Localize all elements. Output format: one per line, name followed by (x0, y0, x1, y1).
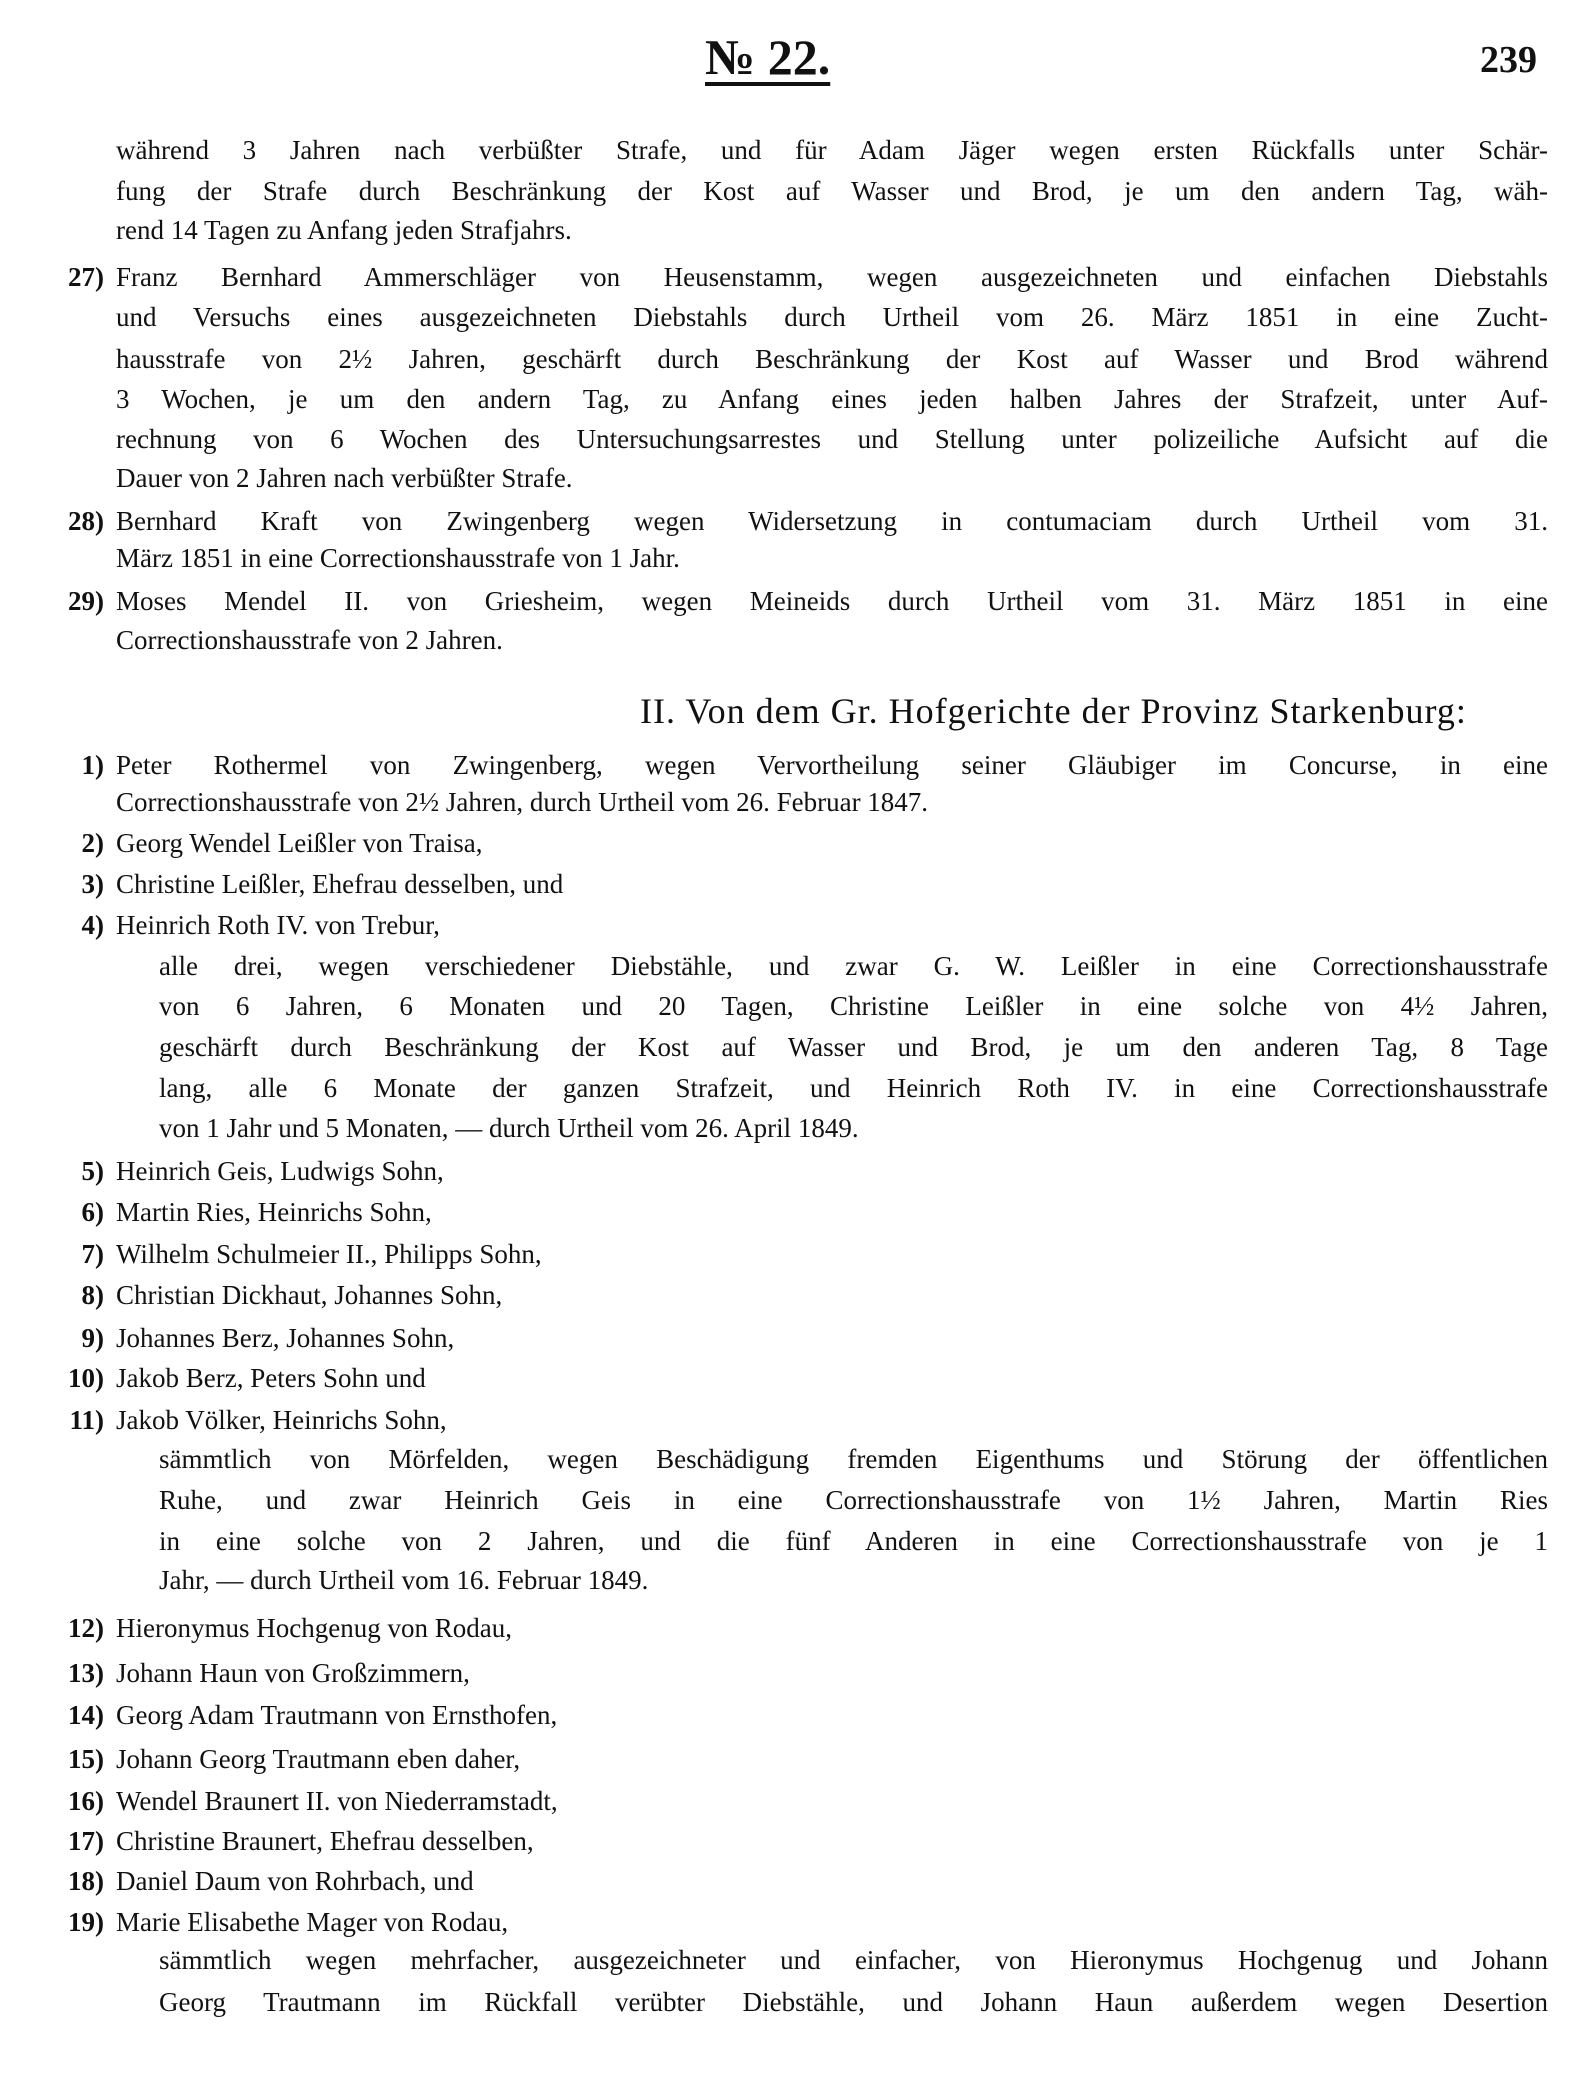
numbered-entry-line (68, 1653, 1548, 1693)
numbered-entry-line (81, 745, 1548, 785)
line-text: Johann Haun von Großzimmern, (116, 1658, 470, 1688)
entry-number: 16) (68, 1786, 104, 1816)
line-text: sämmtlich von Mörfelden, wegen Beschädigung fremden Eigenthums und Störung der öffentlichen (159, 1444, 1548, 1474)
line-text: Martin Ries, Heinrichs Sohn, (116, 1197, 432, 1227)
line-text: Christian Dickhaut, Johannes Sohn, (116, 1280, 503, 1310)
entry-number: 8) (81, 1280, 104, 1310)
text-line (116, 339, 1548, 379)
entry-number: 9) (81, 1323, 104, 1353)
line-text: Ruhe, und zwar Heinrich Geis in eine Correctionshausstrafe von 1½ Jahren, Martin Ries (159, 1485, 1548, 1515)
line-text: Correctionshausstrafe von 2 Jahren. (116, 625, 503, 655)
text-line (116, 782, 1548, 822)
line-text: rechnung von 6 Wochen des Untersuchungsarrestes und Stellung unter polizeiliche Aufsicht auf die (116, 424, 1548, 454)
line-text: Heinrich Geis, Ludwigs Sohn, (116, 1156, 444, 1186)
text-line (116, 538, 1548, 578)
entry-number: 14) (68, 1700, 104, 1730)
numbered-entry-line (68, 1902, 1548, 1942)
entry-number: 5) (81, 1156, 104, 1186)
line-text: lang, alle 6 Monate der ganzen Strafzeit, und Heinrich Roth IV. in eine Correctionshausstrafe (159, 1073, 1548, 1103)
text-line (116, 379, 1548, 419)
line-text: von 6 Jahren, 6 Monaten und 20 Tagen, Christine Leißler in eine solche von 4½ Jahren, (159, 991, 1548, 1021)
line-text: Marie Elisabethe Mager von Rodau, (116, 1907, 509, 1937)
text-line (159, 1560, 1548, 1600)
numbered-entry-line (81, 823, 1548, 863)
numbered-entry-line (81, 864, 1548, 904)
page-number: 239 (1480, 39, 1537, 81)
text-line (116, 130, 1548, 170)
line-text: in eine solche von 2 Jahren, und die fünf Anderen in eine Correctionshausstrafe von je 1 (159, 1526, 1548, 1556)
line-text: Wilhelm Schulmeier II., Philipps Sohn, (116, 1239, 542, 1269)
line-text: Heinrich Roth IV. von Trebur, (116, 910, 440, 940)
line-text: Bernhard Kraft von Zwingenberg wegen Widersetzung in contumaciam durch Urtheil vom 31. (116, 506, 1548, 536)
entry-number: 15) (68, 1744, 104, 1774)
text-line (116, 210, 1548, 250)
numbered-entry-line (68, 1821, 1548, 1861)
text-line (159, 1108, 1548, 1148)
entry-number: 29) (68, 586, 104, 616)
numbered-entry-line (68, 1861, 1548, 1901)
entry-number: 3) (81, 869, 104, 899)
text-line (159, 1521, 1548, 1561)
line-text: Peter Rothermel von Zwingenberg, wegen Vervortheilung seiner Gläubiger im Concurse, in eine (116, 750, 1548, 780)
line-text: Jahr, — durch Urtheil vom 16. Februar 1849. (159, 1565, 649, 1595)
numbered-entry-line (68, 257, 1548, 297)
line-text: Hieronymus Hochgenug von Rodau, (116, 1613, 512, 1643)
line-text: alle drei, wegen verschiedener Diebstähle, und zwar G. W. Leißler in eine Correctionshausstrafe (159, 951, 1548, 981)
entry-number: 11) (69, 1405, 104, 1435)
line-text: Daniel Daum von Rohrbach, und (116, 1866, 474, 1896)
line-text: geschärft durch Beschränkung der Kost auf Wasser und Brod, je um den anderen Tag, 8 Tage (159, 1032, 1548, 1062)
text-line (116, 458, 1548, 498)
line-text: Moses Mendel II. von Griesheim, wegen Meineids durch Urtheil vom 31. März 1851 in eine (116, 586, 1548, 616)
text-line (159, 1940, 1548, 1980)
line-text: während 3 Jahren nach verbüßter Strafe, und für Adam Jäger wegen ersten Rückfalls unter Schär- (116, 135, 1548, 165)
line-text: Johannes Berz, Johannes Sohn, (116, 1323, 455, 1353)
text-line (116, 171, 1548, 211)
entry-number: 19) (68, 1907, 104, 1937)
entry-number: 18) (68, 1866, 104, 1896)
numbered-entry-line (68, 1781, 1548, 1821)
numbered-entry-line (68, 1608, 1548, 1648)
line-text: Dauer von 2 Jahren nach verbüßter Strafe. (116, 463, 573, 493)
entry-number: 12) (68, 1613, 104, 1643)
line-text: Georg Trautmann im Rückfall verübter Diebstähle, und Johann Haun außerdem wegen Desertion (159, 1987, 1548, 2017)
section-heading: II. Von dem Gr. Hofgerichte der Provinz Starkenburg: (640, 691, 1467, 731)
line-text: rend 14 Tagen zu Anfang jeden Strafjahrs. (116, 215, 572, 245)
text-line (159, 1982, 1548, 2022)
issue-number: № 22. (705, 29, 831, 85)
numbered-entry-line (69, 1400, 1548, 1440)
numbered-entry-line (68, 581, 1548, 621)
entry-number: 10) (68, 1363, 104, 1393)
entry-number: 13) (68, 1658, 104, 1688)
line-text: März 1851 in eine Correctionshausstrafe von 1 Jahr. (116, 543, 680, 573)
numbered-entry-line (81, 1318, 1548, 1358)
line-text: von 1 Jahr und 5 Monaten, — durch Urtheil vom 26. April 1849. (159, 1113, 859, 1143)
numbered-entry-line (81, 1151, 1548, 1191)
line-text: Jakob Völker, Heinrichs Sohn, (116, 1405, 447, 1435)
line-text: hausstrafe von 2½ Jahren, geschärft durch Beschränkung der Kost auf Wasser und Brod während (116, 344, 1548, 374)
entry-number: 2) (81, 828, 104, 858)
text-line (159, 1068, 1548, 1108)
entry-number: 17) (68, 1826, 104, 1856)
line-text: 3 Wochen, je um den andern Tag, zu Anfang eines jeden halben Jahres der Strafzeit, unter Auf- (116, 384, 1548, 414)
entry-number: 28) (68, 506, 104, 536)
text-line (116, 620, 1548, 660)
line-text: fung der Strafe durch Beschränkung der Kost auf Wasser und Brod, je um den andern Tag, wäh- (116, 176, 1548, 206)
line-text: Wendel Braunert II. von Niederramstadt, (116, 1786, 558, 1816)
numbered-entry-line (68, 501, 1548, 541)
line-text: Georg Adam Trautmann von Ernsthofen, (116, 1700, 558, 1730)
text-line (159, 1439, 1548, 1479)
text-line (159, 1027, 1548, 1067)
numbered-entry-line (81, 1234, 1548, 1274)
numbered-entry-line (68, 1695, 1548, 1735)
entry-number: 6) (81, 1197, 104, 1227)
line-text: Christine Leißler, Ehefrau desselben, und (116, 869, 564, 899)
numbered-entry-line (81, 905, 1548, 945)
text-line (159, 1480, 1548, 1520)
text-line (116, 297, 1548, 337)
line-text: sämmtlich wegen mehrfacher, ausgezeichneter und einfacher, von Hieronymus Hochgenug und Johann (159, 1945, 1548, 1975)
entry-number: 27) (68, 262, 104, 292)
numbered-entry-line (68, 1358, 1548, 1398)
numbered-entry-line (68, 1739, 1548, 1779)
line-text: und Versuchs eines ausgezeichneten Diebstahls durch Urtheil vom 26. März 1851 in eine Zucht- (116, 302, 1548, 332)
text-line (159, 946, 1548, 986)
line-text: Correctionshausstrafe von 2½ Jahren, durch Urtheil vom 26. Februar 1847. (116, 787, 929, 817)
line-text: Georg Wendel Leißler von Traisa, (116, 828, 483, 858)
entry-number: 4) (81, 910, 104, 940)
numbered-entry-line (81, 1275, 1548, 1315)
text-line (159, 986, 1548, 1026)
entry-number: 1) (81, 750, 104, 780)
text-line (116, 419, 1548, 459)
line-text: Jakob Berz, Peters Sohn und (116, 1363, 426, 1393)
entry-number: 7) (81, 1239, 104, 1269)
line-text: Johann Georg Trautmann eben daher, (116, 1744, 521, 1774)
line-text: Christine Braunert, Ehefrau desselben, (116, 1826, 534, 1856)
line-text: Franz Bernhard Ammerschläger von Heusenstamm, wegen ausgezeichneten und einfachen Diebstahls (116, 262, 1548, 292)
numbered-entry-line (81, 1192, 1548, 1232)
